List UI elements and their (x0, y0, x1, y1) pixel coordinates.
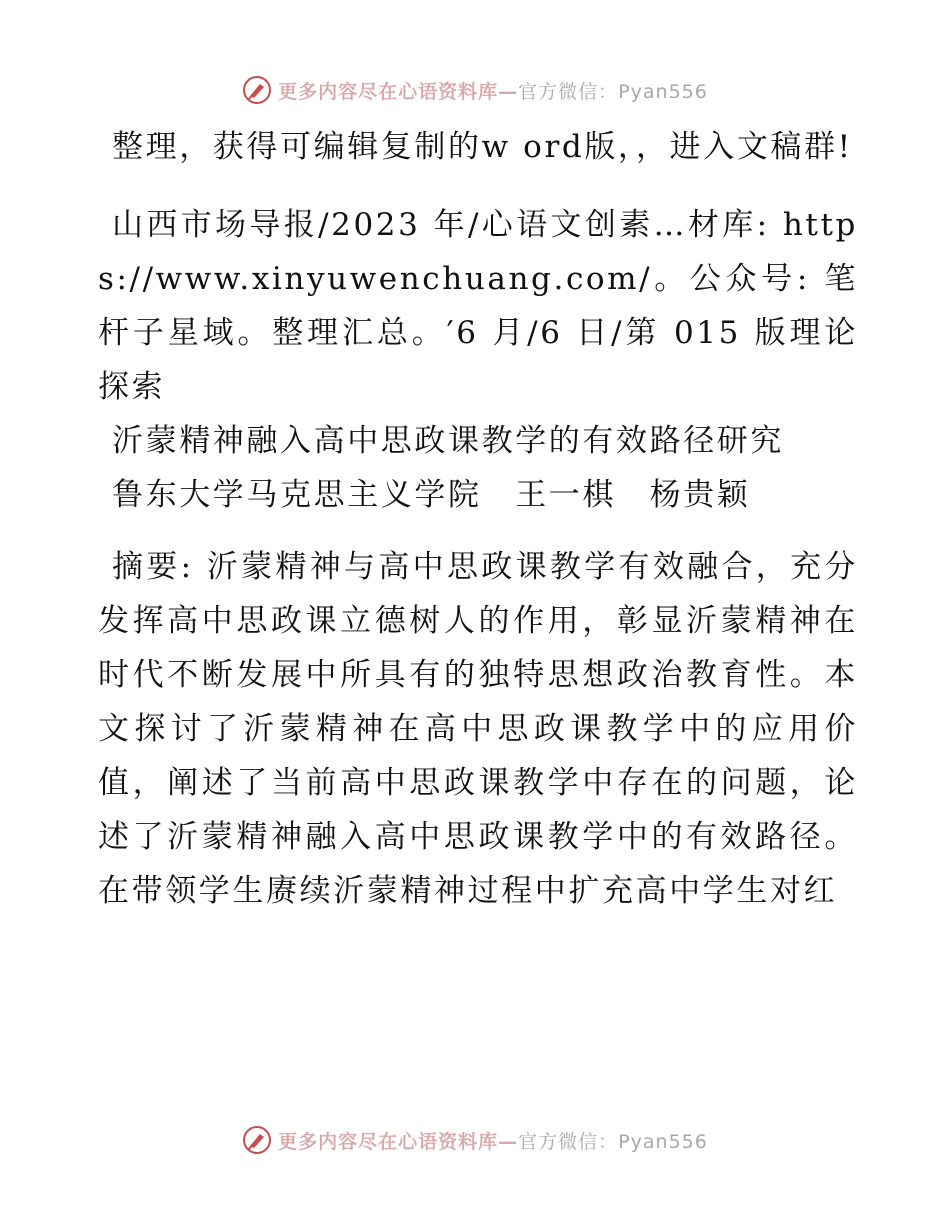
footer-watermark-banner (0, 1120, 950, 1160)
document-body (98, 120, 858, 918)
abstract-paragraph: 摘要: 沂蒙精神与高中思政课教学有效融合，充分发挥高中思政课立德树人的作用，彰显沂蒙精神在时代不断发展中所具有的独特思想政治教育性。本文探讨了沂蒙精神在高中思政课教学中的应用价值，阐述了当前高中思政课教学中存在的问题，论述了沂蒙精神融入高中思政课教学中的有效路径。在带领学生赓续沂蒙精神过程中扩充高中学生对红 (98, 549, 858, 909)
pen-nib-circle-icon (242, 1125, 272, 1155)
article-authors: 鲁东大学马克思主义学院 王一棋 杨贵颖 (112, 477, 751, 513)
pen-nib-circle-icon (242, 75, 272, 105)
source-paragraph: 山西市场导报/2023 年/心语文创素…材库: https://www.xinyuwenchuang.com/。公众号: 笔杆子星域。整理汇总。′6 月/6 日/第 015 版理论探索 (98, 207, 858, 405)
intro-paragraph: 整理，获得可编辑复制的w ord版，，进入文稿群! (112, 129, 853, 165)
article-title: 沂蒙精神融入高中思政课教学的有效路径研究 (112, 423, 784, 459)
banner-site-text: 更多内容尽在心语资料库—官方微信：Pyan556 (278, 1130, 708, 1153)
header-watermark-banner (0, 70, 950, 110)
banner-site-text: 更多内容尽在心语资料库—官方微信：Pyan556 (278, 80, 708, 103)
